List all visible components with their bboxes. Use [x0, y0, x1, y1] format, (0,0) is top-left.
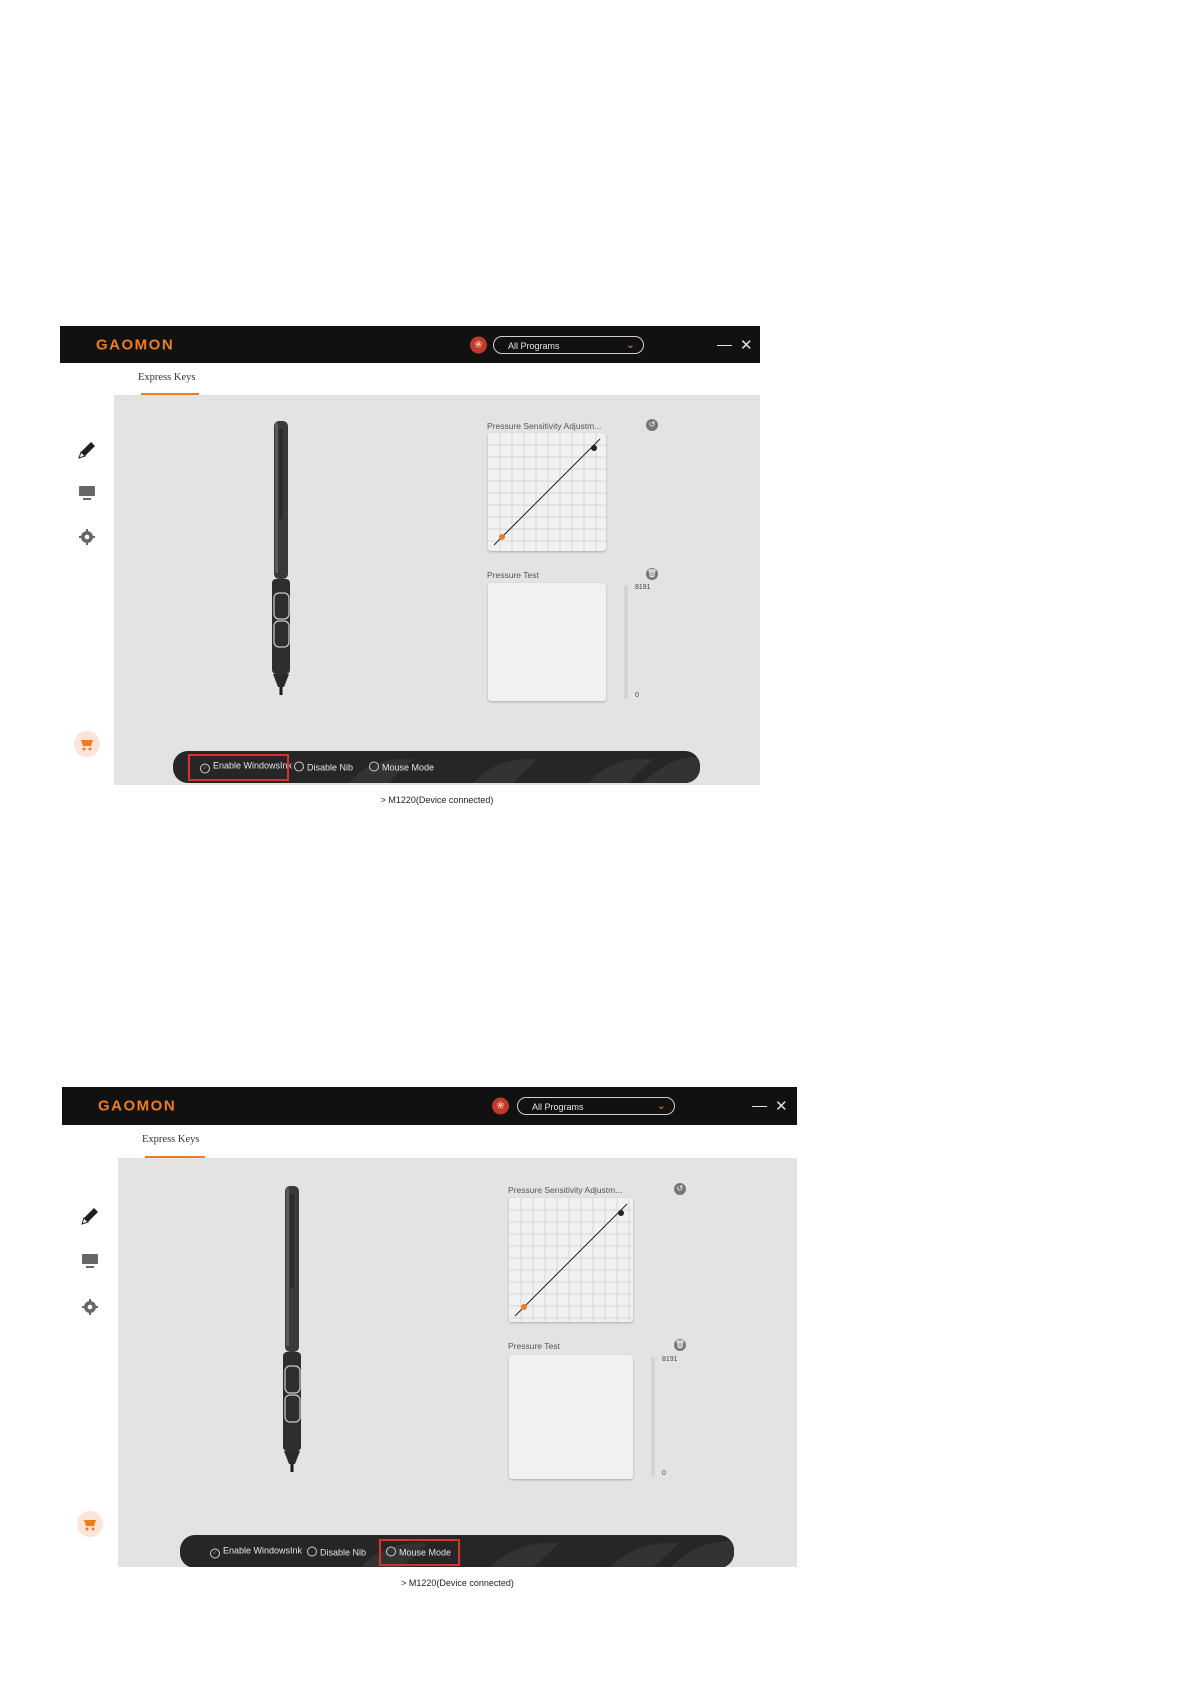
- sidebar: [60, 363, 115, 815]
- reset-icon[interactable]: ↺: [646, 419, 658, 431]
- minimize-button[interactable]: —: [752, 1097, 767, 1115]
- chevron-right-icon[interactable]: >: [380, 795, 386, 805]
- curve-start-handle: [499, 534, 505, 540]
- radio-icon: [369, 762, 379, 772]
- disable-nib-option[interactable]: Disable Nib: [294, 762, 353, 773]
- curve-end-handle: [618, 1210, 624, 1216]
- status-bar: [118, 1567, 797, 1599]
- radio-icon: [307, 1546, 317, 1556]
- mouse-mode-option[interactable]: Mouse Mode: [369, 762, 434, 773]
- pressure-test-title: Pressure Test: [508, 1341, 560, 1351]
- pressure-curve: [509, 1198, 633, 1322]
- shop-button[interactable]: [77, 1511, 103, 1537]
- enable-windowsink-option[interactable]: ✓ Enable WindowsInk: [200, 761, 292, 774]
- check-icon: ✓: [200, 764, 210, 774]
- pressure-max-label: 8191: [662, 1356, 678, 1363]
- pressure-test-area[interactable]: [488, 583, 606, 701]
- close-button[interactable]: ✕: [775, 1098, 788, 1115]
- title-bar: [60, 326, 760, 363]
- app-icon[interactable]: ❀: [470, 336, 487, 353]
- monitor-icon[interactable]: [78, 485, 96, 506]
- device-status: M1220(Device connected): [408, 1578, 514, 1588]
- reset-icon[interactable]: ↺: [674, 1183, 686, 1195]
- main-panel: [118, 1158, 797, 1567]
- program-select-value: All Programs: [508, 340, 560, 351]
- pressure-test-area[interactable]: [509, 1355, 633, 1479]
- device-status: M1220(Device connected): [388, 795, 494, 805]
- pen-mode-bar: [180, 1535, 734, 1568]
- tab-express-keys[interactable]: Express Keys: [138, 372, 196, 383]
- minimize-button[interactable]: —: [717, 336, 732, 353]
- pen-illustration: [281, 1186, 305, 1472]
- pressure-meter: [624, 585, 628, 699]
- tab-bar: [118, 1125, 797, 1158]
- pressure-sensitivity-title: Pressure Sensitivity Adjustm...: [487, 421, 602, 431]
- curve-start-handle: [521, 1304, 527, 1310]
- highlight-box: [379, 1539, 460, 1566]
- gear-icon[interactable]: [82, 1299, 98, 1320]
- pressure-sensitivity-title: Pressure Sensitivity Adjustm...: [508, 1185, 623, 1195]
- tab-bar: [114, 363, 760, 395]
- main-panel: [114, 395, 760, 785]
- enable-windowsink-option[interactable]: ✓ Enable WindowsInk: [210, 1545, 302, 1558]
- tab-express-keys[interactable]: Express Keys: [142, 1134, 200, 1145]
- program-select-value: All Programs: [532, 1102, 584, 1112]
- shop-button[interactable]: [74, 731, 100, 757]
- chevron-down-icon: ⌄: [625, 338, 635, 351]
- program-select[interactable]: [493, 336, 644, 354]
- radio-icon: [294, 762, 304, 772]
- close-button[interactable]: ✕: [740, 336, 753, 354]
- brand-logo: GAOMON: [96, 336, 175, 353]
- pen-illustration: [270, 421, 294, 695]
- check-icon: ✓: [210, 1548, 220, 1558]
- cart-icon: [74, 731, 100, 757]
- status-bar: [114, 785, 760, 815]
- trash-icon[interactable]: 🗑: [646, 569, 658, 578]
- mouse-mode-option[interactable]: Mouse Mode: [386, 1546, 451, 1557]
- trash-icon[interactable]: 🗑: [674, 1340, 686, 1349]
- highlight-box: [188, 754, 289, 781]
- pen-icon[interactable]: [79, 1205, 101, 1232]
- driver-window-2: [62, 1087, 797, 1599]
- pressure-max-label: 8191: [635, 584, 651, 591]
- pressure-test-title: Pressure Test: [487, 570, 539, 580]
- disable-nib-option[interactable]: Disable Nib: [307, 1546, 366, 1557]
- gear-icon[interactable]: [79, 529, 95, 550]
- curve-end-handle: [591, 445, 597, 451]
- pressure-curve: [488, 433, 606, 551]
- pressure-meter: [651, 1357, 655, 1477]
- title-bar: [62, 1087, 797, 1125]
- program-select[interactable]: [517, 1097, 675, 1115]
- pressure-min-label: 0: [635, 692, 639, 699]
- pressure-min-label: 0: [662, 1470, 666, 1477]
- pen-icon[interactable]: [76, 439, 98, 466]
- brand-logo: GAOMON: [98, 1097, 177, 1115]
- pressure-curve-panel[interactable]: [488, 433, 606, 551]
- pen-mode-bar: [173, 751, 700, 783]
- app-icon[interactable]: ❀: [492, 1098, 509, 1115]
- sidebar: [62, 1125, 119, 1599]
- pressure-curve-panel[interactable]: [509, 1198, 633, 1322]
- driver-window-1: [60, 326, 760, 815]
- cart-icon: [77, 1511, 103, 1537]
- chevron-right-icon[interactable]: >: [401, 1578, 407, 1588]
- chevron-down-icon: ⌄: [656, 1100, 666, 1112]
- monitor-icon[interactable]: [81, 1253, 99, 1274]
